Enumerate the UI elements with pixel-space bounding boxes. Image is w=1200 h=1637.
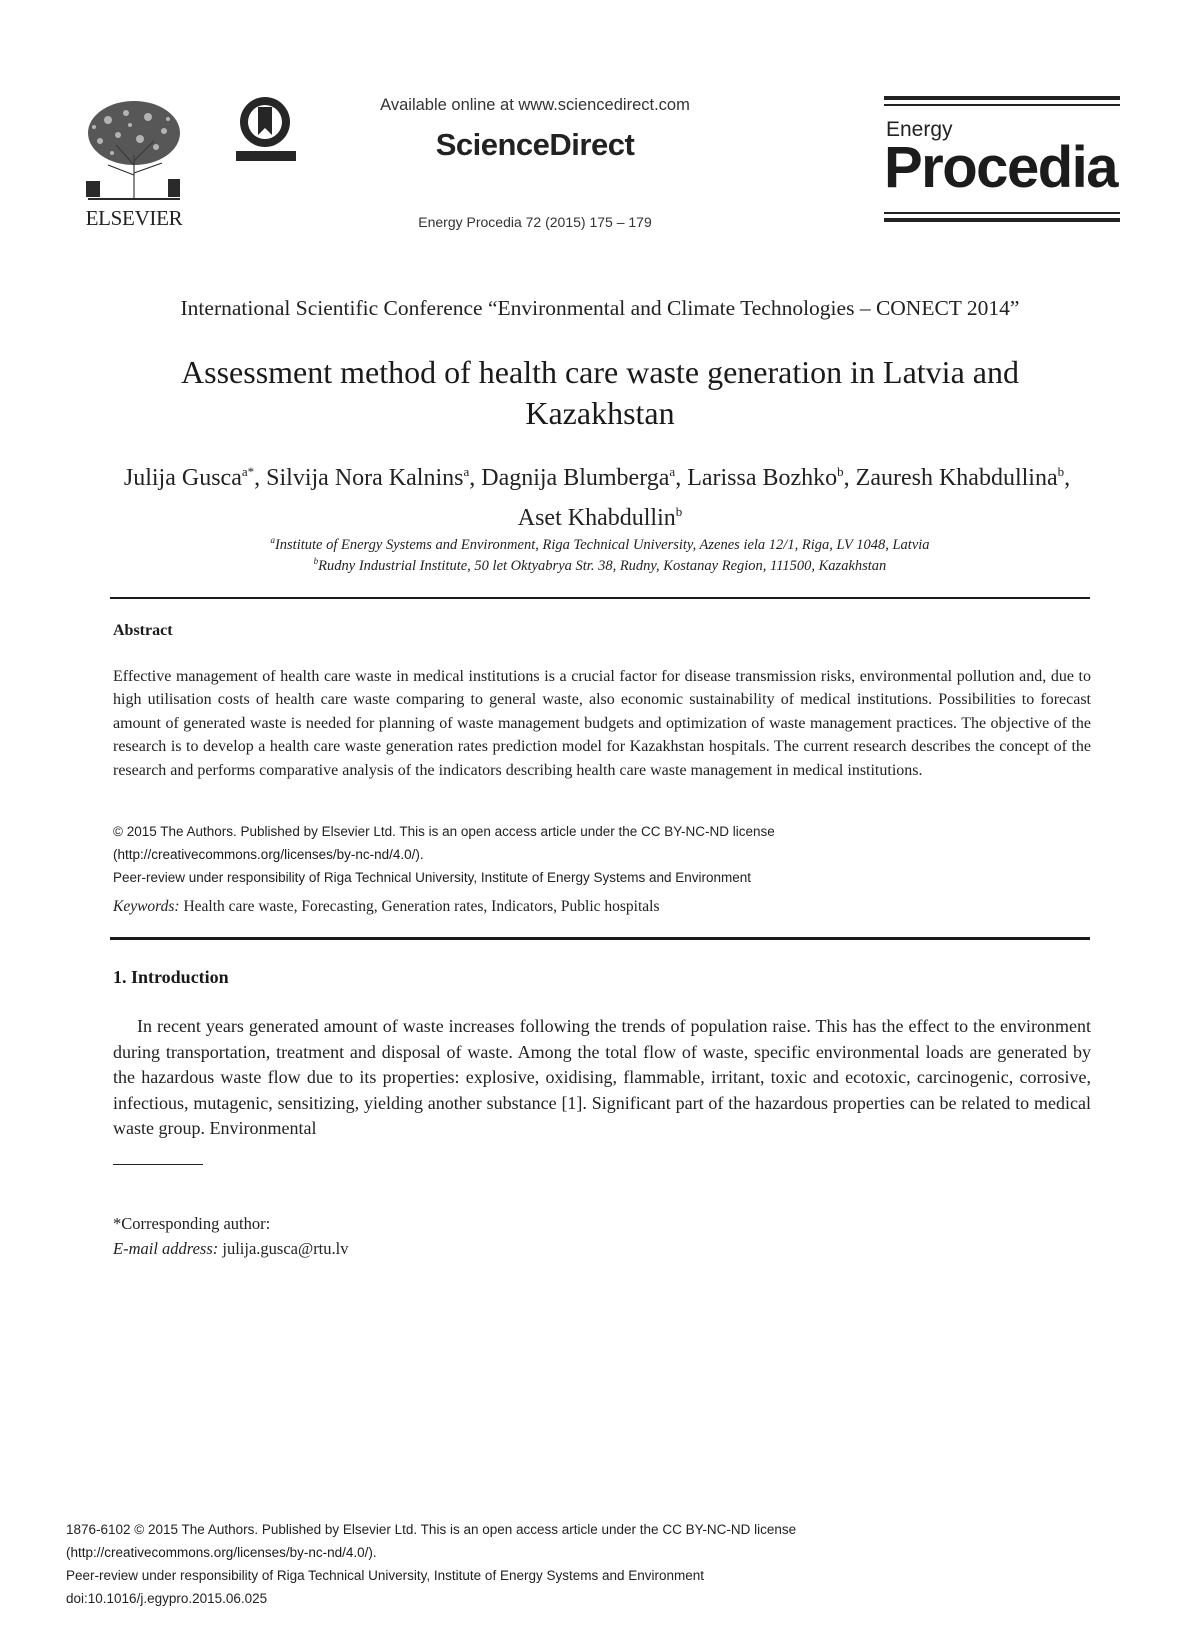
journal-name-large: Procedia [884,135,1117,200]
author-name: Zauresh Khabdullina [855,465,1058,491]
footnote-divider [113,1164,203,1165]
available-online-text: Available online at www.sciencedirect.com [380,96,690,114]
energy-procedia-logo [884,96,1120,230]
section-heading-introduction: 1. Introduction [113,967,229,987]
footer-issn-line: 1876-6102 © 2015 The Authors. Published by Elsevier Ltd. This is an open access article under the CC BY-NC-ND license [66,1522,797,1537]
author-name: Julija Gusca [123,465,242,491]
paper-title: Assessment method of health care waste generation in Latvia and Kazakhstan [181,354,1019,431]
email-label: E-mail address: [113,1239,219,1258]
author-name: Larissa Bozhko [687,465,838,491]
keywords-label: Keywords: [113,898,180,915]
conference-name: International Scientific Conference “Environmental and Climate Technologies – CONECT 2014” [180,296,1020,320]
keywords-line [113,898,660,916]
journal-name-small: Energy [886,118,953,141]
crossmark-icon[interactable] [234,95,298,165]
author-name: Dagnija Blumberga [481,465,670,491]
logo-rule-top [884,96,1120,100]
publisher-wordmark: ELSEVIER [85,206,183,230]
footer-peer-review: Peer-review under responsibility of Riga Technical University, Institute of Energy Systems and Environment [66,1568,705,1583]
divider-top [110,597,1090,599]
footer-doi[interactable]: doi:10.1016/j.egypro.2015.06.025 [66,1591,268,1606]
author-email[interactable]: julija.gusca@rtu.lv [222,1239,349,1258]
footer-license-line: (http://creativecommons.org/licenses/by-nc-nd/4.0/). [66,1545,377,1560]
abstract-text: Effective management of health care waste in medical institutions is a crucial factor for disease transmission risks, environmental pollution and, due to high utilisation costs of health care waste comparing to general waste, also economic sustainability of medical institutions. Possibilities to forecast amount of generated waste is needed for planning of waste management budgets and optimization of waste management practices. The objective of the research is to develop a health care waste generation rates prediction model for Kazakhstan hospitals. The current research describes the concept of the research and performs comparative analysis of the indicators describing health care waste management in medical institutions. [113,668,1091,779]
license-link-line: (http://creativecommons.org/licenses/by-nc-nd/4.0/). [113,847,424,862]
author-affil-mark: a [463,464,470,479]
peer-review-notice: Peer-review under responsibility of Riga Technical University, Institute of Energy Systems and Environment [113,870,752,885]
author-affil-mark: a* [241,464,255,479]
author-list: Julija Gusca$^{a*}$, Silvija Nora Kalnins$^a$, Dagnija Blumberga$^a$, Larissa Bozhko$^b$, Zauresh Khabdullina$^b$, Aset Khabdullin$^b$ [123,464,1077,531]
divider-bottom [110,937,1090,940]
affiliation-mark: b [313,556,319,566]
author-affil-mark: b [1057,464,1065,479]
author-affil-mark: b [837,464,844,479]
author-affil-mark: b [675,504,683,519]
abstract-heading: Abstract [113,622,173,639]
logo-rule-bottom-thin [884,212,1120,214]
email-line [113,1239,348,1259]
affiliation-b [100,556,1100,575]
author-name: Silvija Nora Kalnins [266,465,464,491]
keywords-list: Health care waste, Forecasting, Generation rates, Indicators, Public hospitals [183,898,660,915]
license-link[interactable]: http://creativecommons.org/licenses/by-nc-nd/4.0/ [117,847,416,862]
journal-citation: Energy Procedia 72 (2015) 175 – 179 [418,214,652,230]
elsevier-tree-logo [78,95,190,203]
affiliation-a [100,535,1100,554]
footer-license-link[interactable]: http://creativecommons.org/licenses/by-nc-nd/4.0/ [70,1545,369,1560]
affiliation-text: Rudny Industrial Institute, 50 let Oktyabrya Str. 38, Rudny, Kostanay Region, 111500, Kazakhstan [318,557,887,574]
author-name: Aset Khabdullin [517,505,676,531]
corresponding-author-note: *Corresponding author: [113,1214,271,1233]
sciencedirect-brand: ScienceDirect [435,127,635,162]
logo-rule-bottom [884,218,1120,222]
introduction-paragraph: In recent years generated amount of waste increases following the trends of population raise. This has the effect to the environment during transportation, treatment and disposal of waste. Among the total flow of waste, specific environmental loads are generated by the hazardous waste flow due to its properties: explosive, oxidising, flammable, irritant, toxic and ecotoxic, carcinogenic, corrosive, infectious, mutagenic, sensitizing, yielding another substance [1]. Significant part of the hazardous properties can be related to medical waste group. Environmental [113,1016,1091,1139]
affiliation-text: Institute of Energy Systems and Environment, Riga Technical University, Azenes iela 12/1, Riga, LV 1048, Latvia [274,536,930,553]
copyright-notice: © 2015 The Authors. Published by Elsevier Ltd. This is an open access article under the CC BY-NC-ND license [113,824,775,839]
affiliation-mark: a [270,535,275,545]
author-affil-mark: a [669,464,676,479]
logo-rule-top-thin [884,104,1120,106]
